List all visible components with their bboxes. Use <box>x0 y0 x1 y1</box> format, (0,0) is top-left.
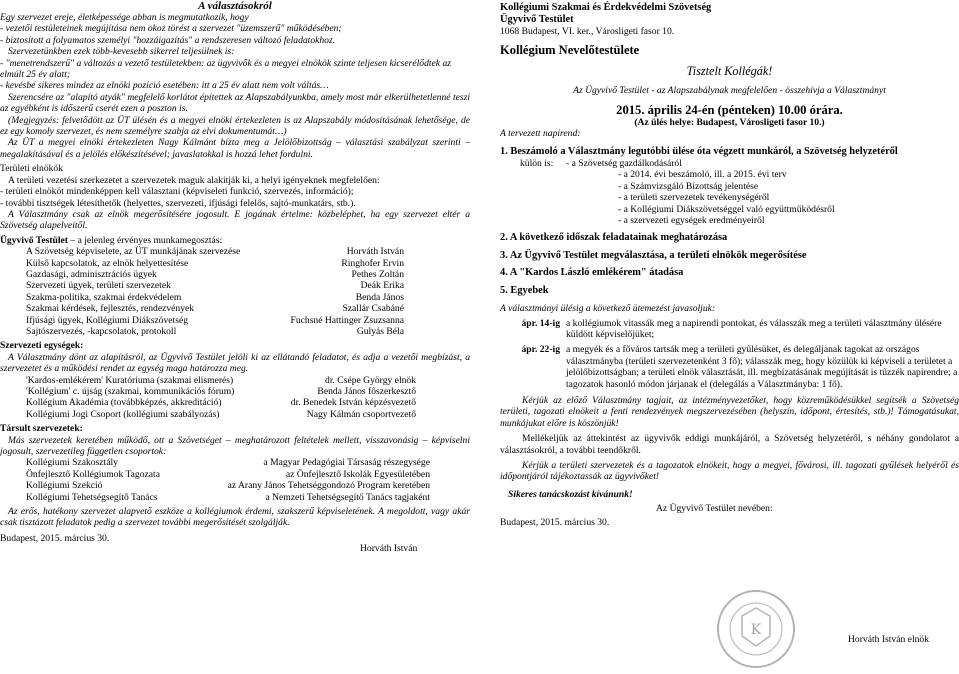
intro-line: - biztosított a folyamatos személyi "hozzáigazítás" a rendszeresen változó feladatokhoz. <box>0 34 336 46</box>
ugyvivo-row <box>26 292 404 303</box>
szervezeti-unit: Kollégiumi Jogi Csoport (kollégiumi szabályozás) <box>26 408 220 420</box>
ugyvivo-heading-rest: – a jelenleg érvényes munkamegosztás: <box>67 234 223 246</box>
ugyvivo-role: Sajtószervezés, -kapcsolatok, protokoll <box>26 325 177 337</box>
tarsult-heading: Társult szervezetek: <box>0 423 83 435</box>
left-date: Budapest, 2015. március 30. <box>0 532 110 544</box>
ugyvivo-row <box>26 269 404 280</box>
ugyvivo-name: Deák Erika <box>360 280 404 292</box>
invite-line: Az Ügyvivő Testület - az Alapszabálynak megfelelően - összehívja a Választmányt <box>573 85 886 97</box>
tarsult-host: a Nemzeti Tehetségsegítő Tanács tagjaként <box>265 491 430 503</box>
agenda1-sub-item: - a Kollégiumi Diákszövetséggel való együttműködésről <box>618 203 835 215</box>
schedule-row <box>500 318 959 341</box>
schedule-label: A választmányi ülésig a következő ütemezést javasoljuk: <box>500 303 716 315</box>
org-name: Kollégiumi Szakmai és Érdekvédelmi Szövetség <box>500 2 712 13</box>
tarsult-intro: Más szervezetek keretében működő, ott a Szövetséget – meghatározott feltételek mellett, visszavonásig – képviselni jogosult, szervezetileg független csoportok: <box>0 434 470 458</box>
ugyvivo-row <box>26 326 404 337</box>
szervezeti-leader: dr. Benedek István képzésvezető <box>290 397 416 409</box>
left-title: A választásokról <box>198 0 272 12</box>
svg-text:K: K <box>750 622 762 638</box>
right-signature: Horváth István elnök <box>848 634 929 645</box>
tarsult-unit: Kollégiumi Szekció <box>26 480 103 492</box>
agenda1-sub-first <box>500 158 959 169</box>
schedule-row <box>500 344 959 390</box>
szervezeti-row <box>26 397 416 408</box>
teruleti-line: A Választmány csak az elnök megerősítésére jogosult. E jogának értelme: közbeléphet, ha egy szervezet eltér a Szövetség alapelveitől. <box>0 208 470 232</box>
ugyvivo-heading <box>0 235 470 246</box>
tarsult-unit: Kollégiumi Szakosztály <box>26 457 118 469</box>
ugyvivo-row <box>26 258 404 269</box>
tarsult-host: az Önfejlesztő Iskolák Egyesületében <box>285 468 430 480</box>
agenda1-sub-item: - a szervezeti egységek eredményeiről <box>618 215 765 227</box>
ugyvivo-name: Ringhofer Ervin <box>341 257 404 269</box>
intro-line: Egy szervezet ereje, életképessége abban is megmutatkozik, hogy <box>0 12 249 23</box>
ugyvivo-role: Szakmai kérdések, fejlesztés, rendezvények <box>26 303 195 315</box>
schedule-what: a kollégiumok vitassák meg a napirendi pontokat, és válasszák meg a területi választmány ülésére küldött képviselőjüket; <box>566 317 942 340</box>
intro-line: Szervezetünkben ezek több-kevesebb sikerrel teljesülnek is: <box>8 46 235 58</box>
appeal-1: Kérjük az előző Választmány tagjait, az intézményvezetőket, hogy közreműködésükkel segítsék a Szövetség területi, tagozati elnökeit a fenti rendezvények megszervezésében (helyszín, időpont, értesítés, stb.)! Támogatásukat, munkájukat előre is köszönjük! <box>500 394 959 429</box>
ugyvivo-role: A Szövetség képviselete, az ÜT munkájának szervezése <box>26 246 241 258</box>
ugyvivo-name: Pethes Zoltán <box>351 268 404 280</box>
closing-paragraph: Az erős, hatékony szervezet alapvető eszköze a kollégiumok érdemi, szakszerű képviseletének. A megoldott, vagy akár csak tisztázott feladatok pedig a szervezet további megerősítését szolgálják. <box>0 506 470 529</box>
ugyvivo-role: Szakma-politika, szakmai érdekvédelem <box>26 291 182 303</box>
agenda1-sub-label: külön is: <box>520 158 554 170</box>
org-address: 1068 Budapest, VI. ker., Városligeti fasor 10. <box>500 26 675 37</box>
wish-line: Sikeres tanácskozást kívánunk! <box>508 488 633 500</box>
ugyvivo-heading-bold: Ügyvivő Testület <box>0 234 68 246</box>
intro-line: - "menetrendszerű" a változás a vezető testületekben: az ügyvivők és a megyei elnökök szinte teljesen kicserélődtek az elmúlt 25 év alatt; <box>0 57 451 81</box>
agenda-item-4: 4. A "Kardos László emlékérem" átadása <box>500 267 684 279</box>
szervezeti-heading: Szervezeti egységek: <box>0 340 84 352</box>
ugyvivo-name: Benda János <box>355 291 404 303</box>
left-footer <box>0 533 470 557</box>
schedule-when: ápr. 14-ig <box>521 317 560 329</box>
intro-line: (Megjegyzés: felvetődött az ÜT ülésén és a megyei elnöki értekezleten is az Alapszabály módosításának lehetősége, de ez egy komoly szervezet, és nem személyre szabja az elvi dokumentumát…) <box>0 114 470 138</box>
schedule-when: ápr. 22-ig <box>521 344 560 356</box>
tarsult-host: a Magyar Pedagógiai Társaság részegysége <box>263 457 430 469</box>
intro-line: Az ÜT a megyei elnöki értekezleten Nagy Kálmánt bízta meg a Jelölőbizottság – választási szabályzat szerinti – megalakításával és a jelölés előkészítésével; javaslatokkal is hozzá lehet fordulni. <box>0 137 470 160</box>
ugyvivo-name: Gulyás Béla <box>356 325 404 337</box>
szervezeti-leader: Benda János főszerkesztő <box>317 386 416 397</box>
ugyvivo-row <box>26 280 404 291</box>
left-signature: Horváth István <box>360 542 418 554</box>
teruleti-line: - területi elnököt mindenképpen kell választani (képviseleti funkció, szervezés, információ); <box>0 186 354 198</box>
ugyvivo-list <box>0 246 470 337</box>
szervezeti-row <box>26 375 416 386</box>
tarsult-unit: Kollégiumi Tehetségsegítő Tanács <box>26 491 158 503</box>
intro-block <box>0 12 470 160</box>
agenda1-sub-item: - a Szövetség gazdálkodásáról <box>566 158 682 170</box>
teruleti-line: - további tisztségek létesíthetők (helyettes, szervezeti, ifjúsági felelős, sajtó-munkatárs, stb.). <box>0 197 356 209</box>
schedule-what: a megyék és a főváros tartsák meg a területi gyűlésüket, és delegáljanak tagokat az országos választmányba (területi szervezetenként 3 fő); válasszák meg, hogy közülük ki képviseli a területet a jelölőbizottságban; a területi elnök választását, ill. megbízatásának megújítását is tűzzék napirendre; a tagozatok hasonló módon járjanak el (delegálás a Választmányba: 1 fő). <box>566 344 958 390</box>
ugyvivo-role: Szervezeti ügyek, területi szervezetek <box>26 280 171 292</box>
agenda-item-2: 2. A következő időszak feladatainak meghatározása <box>500 232 728 244</box>
szervezeti-row <box>26 386 416 397</box>
meeting-datetime: 2015. április 24-én (pénteken) 10.00 órára. <box>616 102 843 117</box>
agenda1-sub-item: - a Számvizsgáló Bizottság jelentése <box>618 180 759 192</box>
agenda-item-3: 3. Az Ügyvivő Testület megválasztása, a területi elnökök megerősítése <box>500 249 807 261</box>
addressee: Kollégium Nevelőtestülete <box>500 43 640 58</box>
salutation: Tisztelt Kollégák! <box>686 64 773 79</box>
teruleti-heading: Területi elnökök <box>0 163 64 175</box>
agenda-item-1: 1. Beszámoló a Választmány legutóbbi ülése óta végzett munkáról, a Szövetség helyzetéről <box>500 145 898 157</box>
left-column <box>0 0 470 557</box>
tarsult-row <box>26 469 430 480</box>
intro-line: Szerencsére az "alapító atyák" megfelelő korlátot építettek az Alapszabályunkba, amely most már elkerülhetetlenné teszi az egyébként is időszerű cserét ezen a poszton is. <box>0 91 470 115</box>
szervezeti-row <box>26 409 416 420</box>
szervezeti-leader: Nagy Kálmán csoportvezető <box>306 408 416 420</box>
szervezeti-unit: 'Kardos-emlékérem' Kuratóriuma (szakmai elismerés) <box>26 374 234 386</box>
tarsult-list <box>0 457 470 503</box>
teruleti-line: A területi vezetési szerkezetet a szervezetek maguk alakítják ki, a helyi igényeknek megfelelően: <box>8 174 380 186</box>
ugyvivo-row <box>26 315 404 326</box>
tarsult-host: az Arany János Tehetséggondozó Program keretében <box>227 480 430 492</box>
szervezeti-list <box>0 375 470 421</box>
agenda1-sub-item: - a 2014. évi beszámoló, ill. a 2015. évi terv <box>618 169 787 181</box>
szervezeti-leader: dr. Csépe György elnök <box>325 374 416 386</box>
ugyvivo-role: Ifjúsági ügyek, Kollégiumi Diákszövetség <box>26 314 188 326</box>
agenda1-sublist <box>500 169 959 226</box>
agenda-label: A tervezett napirend: <box>500 128 581 140</box>
tarsult-row <box>26 480 430 491</box>
agenda-item-5: 5. Egyebek <box>500 284 549 296</box>
szervezeti-intro: A Választmány dönt az alapításról, az Ügyvivő Testület jelöli ki az ellátandó feladatot, és adja a vezetői megbízást, a szervezetet és a működési rendet az egység maga határozza meg. <box>0 351 470 375</box>
org-body: Ügyvivő Testület <box>500 14 574 25</box>
szervezeti-unit: Kollégium Akadémia (továbbképzés, akkreditáció) <box>26 397 222 409</box>
ugyvivo-role: Külső kapcsolatok, az elnök helyettesítése <box>26 257 189 269</box>
appeal-3: Kérjük a területi szervezetek és a tagozatok elnökeit, hogy a megyei, fővárosi, ill. tagozati gyűlések helyéről és időpontjáról tájékoztassák az ügyvivőket! <box>500 459 959 483</box>
ugyvivo-name: Szallár Csabáné <box>342 303 404 315</box>
ugyvivo-row <box>26 246 404 257</box>
sign-intro: Az Ügyvivő Testület nevében: <box>656 503 773 515</box>
meeting-venue: (Az ülés helye: Budapest, Városligeti fasor 10.) <box>634 116 825 128</box>
ugyvivo-name: Horváth István <box>346 246 404 258</box>
right-date: Budapest, 2015. március 30. <box>500 516 610 528</box>
tarsult-row <box>26 457 430 468</box>
ugyvivo-name: Fuchsné Hattinger Zsuzsanna <box>290 314 404 326</box>
ugyvivo-row <box>26 303 404 314</box>
agenda1-sub-item: - a területi szervezetek tevékenységéről <box>618 192 770 204</box>
right-column <box>500 2 959 528</box>
szervezeti-unit: 'Kollégium' c. újság (szakmai, kommunikációs fórum) <box>26 386 235 397</box>
tarsult-row <box>26 492 430 503</box>
appeal-2: Mellékeljük az áttekintést az ügyvivők eddigi munkájáról, a Szövetség helyzetéről, s néhány gondolatot a választásokról, a további teendőkről. <box>500 433 959 456</box>
ugyvivo-role: Gazdasági, adminisztrációs ügyek <box>26 268 157 280</box>
intro-line: - vezetői testületeinek megújítása nem okoz törést a szervezet "üzemszerű" működésében; <box>0 23 342 35</box>
tarsult-unit: Önfejlesztő Kollégiumok Tagozata <box>26 468 160 480</box>
intro-line: - kevésbé sikeres mindez az elnöki pozíció esetében: itt a 25 év alatt nem volt váltás… <box>0 80 329 92</box>
kesz-stamp-logo-icon <box>715 588 797 670</box>
